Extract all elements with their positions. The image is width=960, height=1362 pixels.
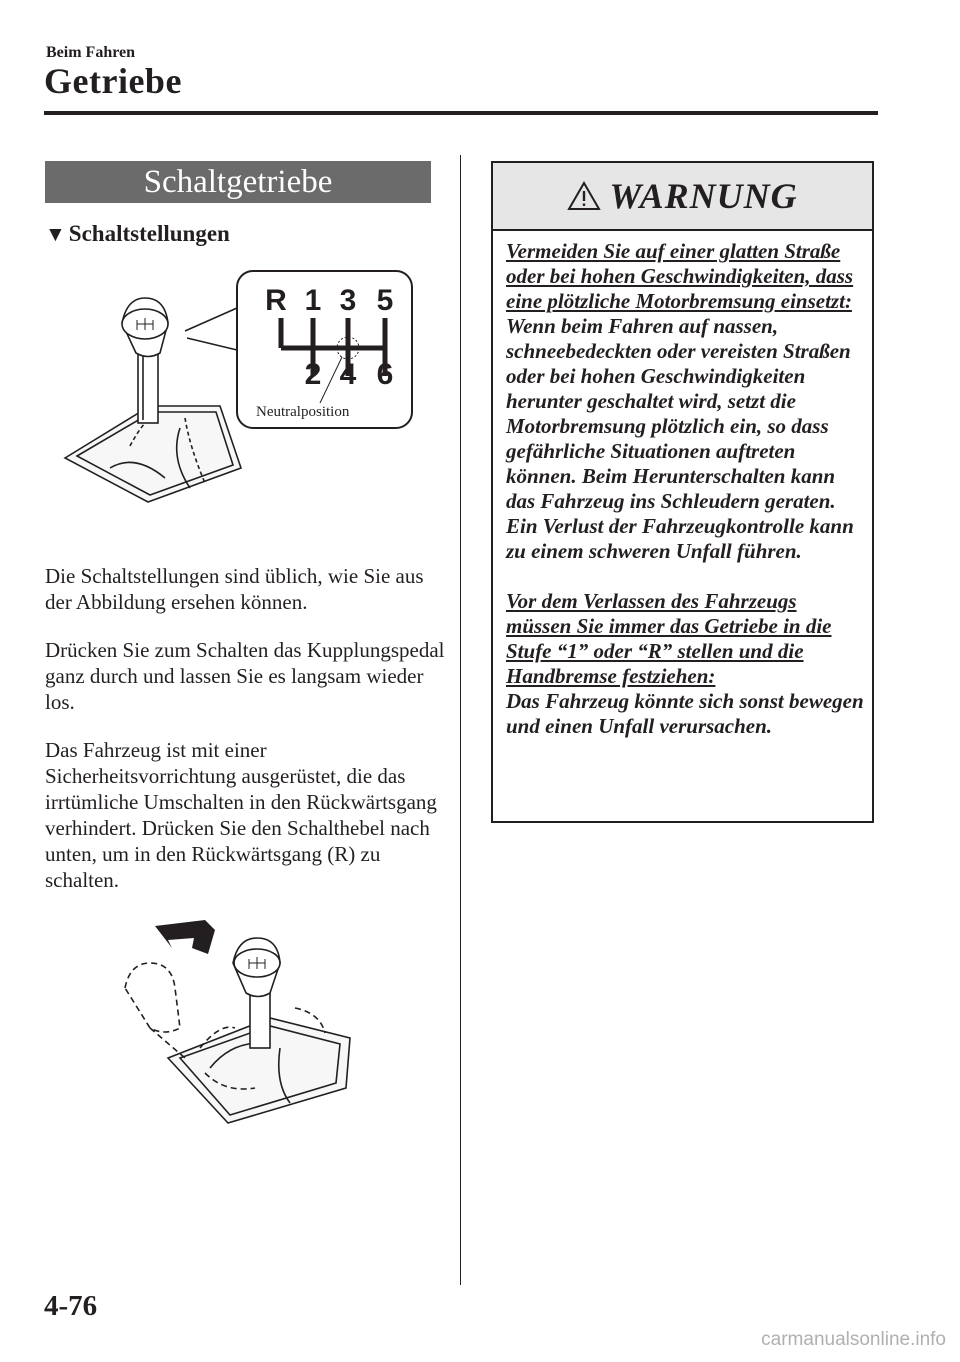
neutral-position-label: Neutralposition	[256, 404, 350, 420]
warning-text-1: Wenn beim Fahren auf nassen, schneebedeckten oder vereisten Straßen oder bei hohen Geschwindigkeiten herunter geschaltet wird, setzt die Motorbremsung plötzlich ein, so dass gefährliche Situationen auftreten können. Beim Herunterschalten kann das Fahrzeug ins Schleudern geraten. Ein Verlust der Fahrzeugkontrolle kann zu einem schweren Unfall führen.	[506, 314, 854, 563]
warning-body	[493, 231, 872, 739]
gear-label-2: 2	[304, 358, 322, 391]
warning-heading-1: Vermeiden Sie auf einer glatten Straße oder bei hohen Geschwindigkeiten, dass eine plötzliche Motorbremsung einsetzt:	[506, 239, 854, 313]
section-banner: Schaltgetriebe	[45, 161, 431, 203]
paragraph-2: Drücken Sie zum Schalten das Kupplungspedal ganz durch und lassen Sie es langsam wieder los.	[45, 638, 445, 714]
paragraph-1: Die Schaltstellungen sind üblich, wie Sie aus der Abbildung ersehen können.	[45, 564, 424, 614]
gear-label-6: 6	[376, 358, 394, 391]
page-title: Getriebe	[44, 61, 182, 101]
paragraph-3: Das Fahrzeug ist mit einer Sicherheitsvorrichtung ausgerüstet, die das irrtümliche Umschalten in den Rückwärtsgang verhindert. Drücken Sie den Schalthebel nach unten, um in den Rückwärtsgang (R) zu schalten.	[45, 738, 437, 892]
warning-text-2: Das Fahrzeug könnte sich sonst bewegen und einen Unfall verursachen.	[506, 689, 864, 738]
gear-label-3: 3	[339, 284, 357, 317]
subsection-title: Schaltstellungen	[68, 221, 230, 246]
warning-header	[493, 163, 872, 231]
warning-box	[491, 161, 874, 823]
subsection-heading	[45, 221, 230, 247]
reverse-shift-figure	[110, 918, 370, 1143]
header-rule	[44, 111, 878, 115]
watermark: carmanualsonline.info	[761, 1329, 946, 1350]
push-down-arrow-icon	[155, 920, 215, 954]
column-divider	[460, 155, 461, 1285]
gear-shift-pattern-figure	[55, 268, 415, 518]
warning-title: WARNUNG	[609, 176, 798, 216]
page-number: 4-76	[44, 1290, 98, 1322]
triangle-marker-icon: ▼	[45, 221, 66, 246]
gear-label-4: 4	[339, 358, 357, 391]
chapter-label: Beim Fahren	[46, 44, 136, 61]
warning-triangle-icon	[567, 181, 601, 211]
gear-label-5: 5	[376, 284, 394, 317]
gear-label-r: R	[265, 284, 287, 317]
warning-heading-2: Vor dem Verlassen des Fahrzeugs müssen Sie immer das Getriebe in die Stufe “1” oder “R” stellen und die Handbremse festziehen:	[506, 589, 832, 688]
gear-label-1: 1	[304, 284, 322, 317]
shift-boot-illustration	[65, 298, 241, 502]
